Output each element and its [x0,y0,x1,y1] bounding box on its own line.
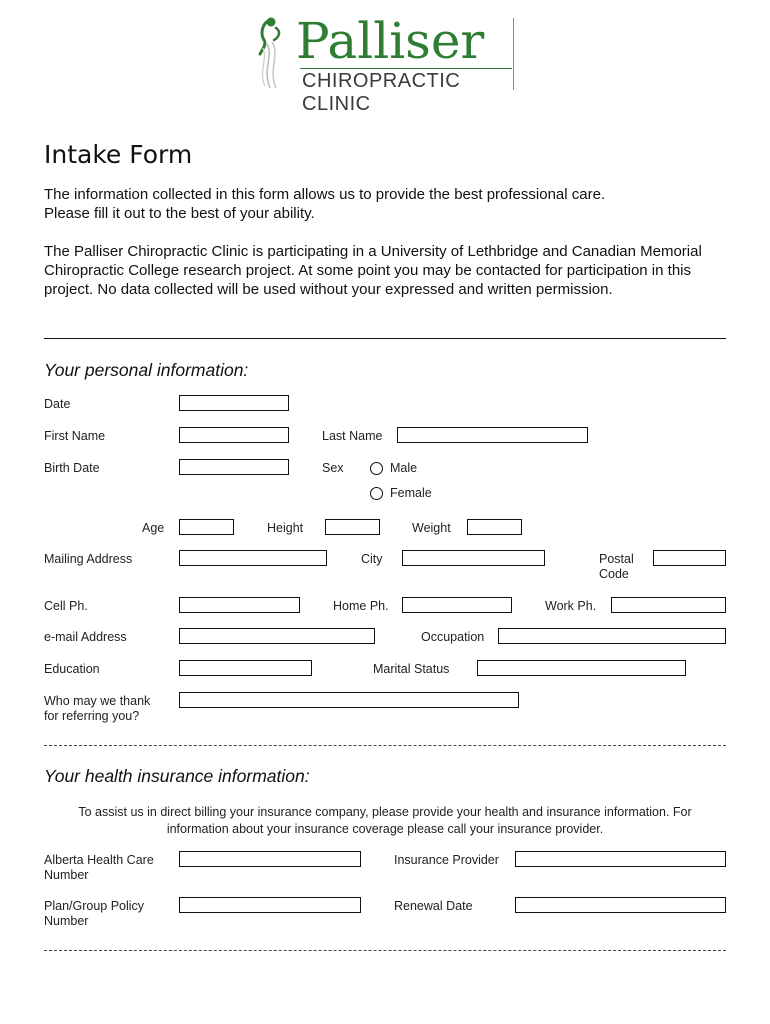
last-name-label: Last Name [322,429,383,443]
first-name-field[interactable] [179,427,289,443]
personal-section-heading: Your personal information: [44,360,249,380]
ahc-number-field[interactable] [179,851,361,867]
mailing-address-field[interactable] [179,550,327,566]
referral-label [44,694,150,724]
policy-number-field[interactable] [179,897,361,913]
insurance-section-heading: Your health insurance information: [44,766,310,786]
ahc-number-label [44,853,154,883]
birth-date-field[interactable] [179,459,289,475]
postal-label-line: Postal [599,552,634,566]
date-field[interactable] [179,395,289,411]
spine-figure-icon [252,14,292,92]
logo-underline [300,68,512,69]
age-label: Age [142,521,165,535]
sex-label: Sex [322,461,344,475]
education-label: Education [44,662,100,676]
work-phone-field[interactable] [611,597,726,613]
city-field[interactable] [402,550,545,566]
intro-text [44,185,744,223]
research-notice [44,242,754,299]
ahc-label-line: Alberta Health Care [44,853,154,867]
sex-male-radio[interactable] [370,462,383,475]
weight-field[interactable] [467,519,522,535]
height-field[interactable] [325,519,380,535]
section-divider-dashed [44,950,726,951]
age-field[interactable] [179,519,234,535]
research-line: project. No data collected will be used without your expressed and written permission. [44,281,613,298]
logo-wordmark: Palliser [296,12,485,70]
clinic-logo [252,12,522,115]
research-line: Chiropractic College research project. At some point you may be contacted for participation in this [44,262,691,279]
insurance-note-line: information about your insurance coverage please call your insurance provider. [166,822,604,836]
home-phone-field[interactable] [402,597,512,613]
postal-label-line: Code [599,567,629,581]
ahc-label-line: Number [44,868,89,882]
section-divider [44,338,726,339]
mailing-address-label: Mailing Address [44,552,133,566]
policy-number-label [44,899,144,929]
occupation-field[interactable] [498,628,726,644]
cell-phone-field[interactable] [179,597,300,613]
logo-vertical-rule [513,18,514,90]
first-name-label: First Name [44,429,106,443]
birth-date-label: Birth Date [44,461,100,475]
referral-field[interactable] [179,692,519,708]
marital-status-field[interactable] [477,660,686,676]
cell-phone-label: Cell Ph. [44,599,88,613]
policy-label-line: Number [44,914,89,928]
education-field[interactable] [179,660,312,676]
sex-female-label: Female [390,486,432,500]
weight-label: Weight [412,521,451,535]
home-phone-label: Home Ph. [333,599,389,613]
last-name-field[interactable] [397,427,588,443]
section-divider-dashed [44,745,726,746]
date-label: Date [44,397,71,411]
height-label: Height [267,521,304,535]
policy-label-line: Plan/Group Policy [44,899,145,913]
sex-male-label: Male [390,461,418,475]
referral-label-line: Who may we thank [44,694,151,708]
marital-status-label: Marital Status [373,662,450,676]
work-phone-label: Work Ph. [545,599,597,613]
research-line: The Palliser Chiropractic Clinic is participating in a University of Lethbridge and Canadian Memorial [44,243,702,260]
sex-female-radio[interactable] [370,487,383,500]
renewal-date-field[interactable] [515,897,726,913]
insurance-provider-field[interactable] [515,851,726,867]
occupation-label: Occupation [421,630,485,644]
logo-subtitle: CHIROPRACTIC CLINIC [302,70,461,115]
email-field[interactable] [179,628,375,644]
intro-line: The information collected in this form allows us to provide the best professional care. [44,186,606,203]
insurance-provider-label: Insurance Provider [394,853,499,867]
city-label: City [361,552,383,566]
renewal-date-label: Renewal Date [394,899,473,913]
intro-line: Please fill it out to the best of your ability. [44,205,315,222]
postal-code-label [599,552,634,582]
insurance-note [30,804,740,838]
referral-label-line: for referring you? [44,709,140,723]
insurance-note-line: To assist us in direct billing your insurance company, please provide your health and insurance information. For [78,805,692,819]
postal-code-field[interactable] [653,550,726,566]
email-label: e-mail Address [44,630,127,644]
page-title: Intake Form [44,140,193,169]
